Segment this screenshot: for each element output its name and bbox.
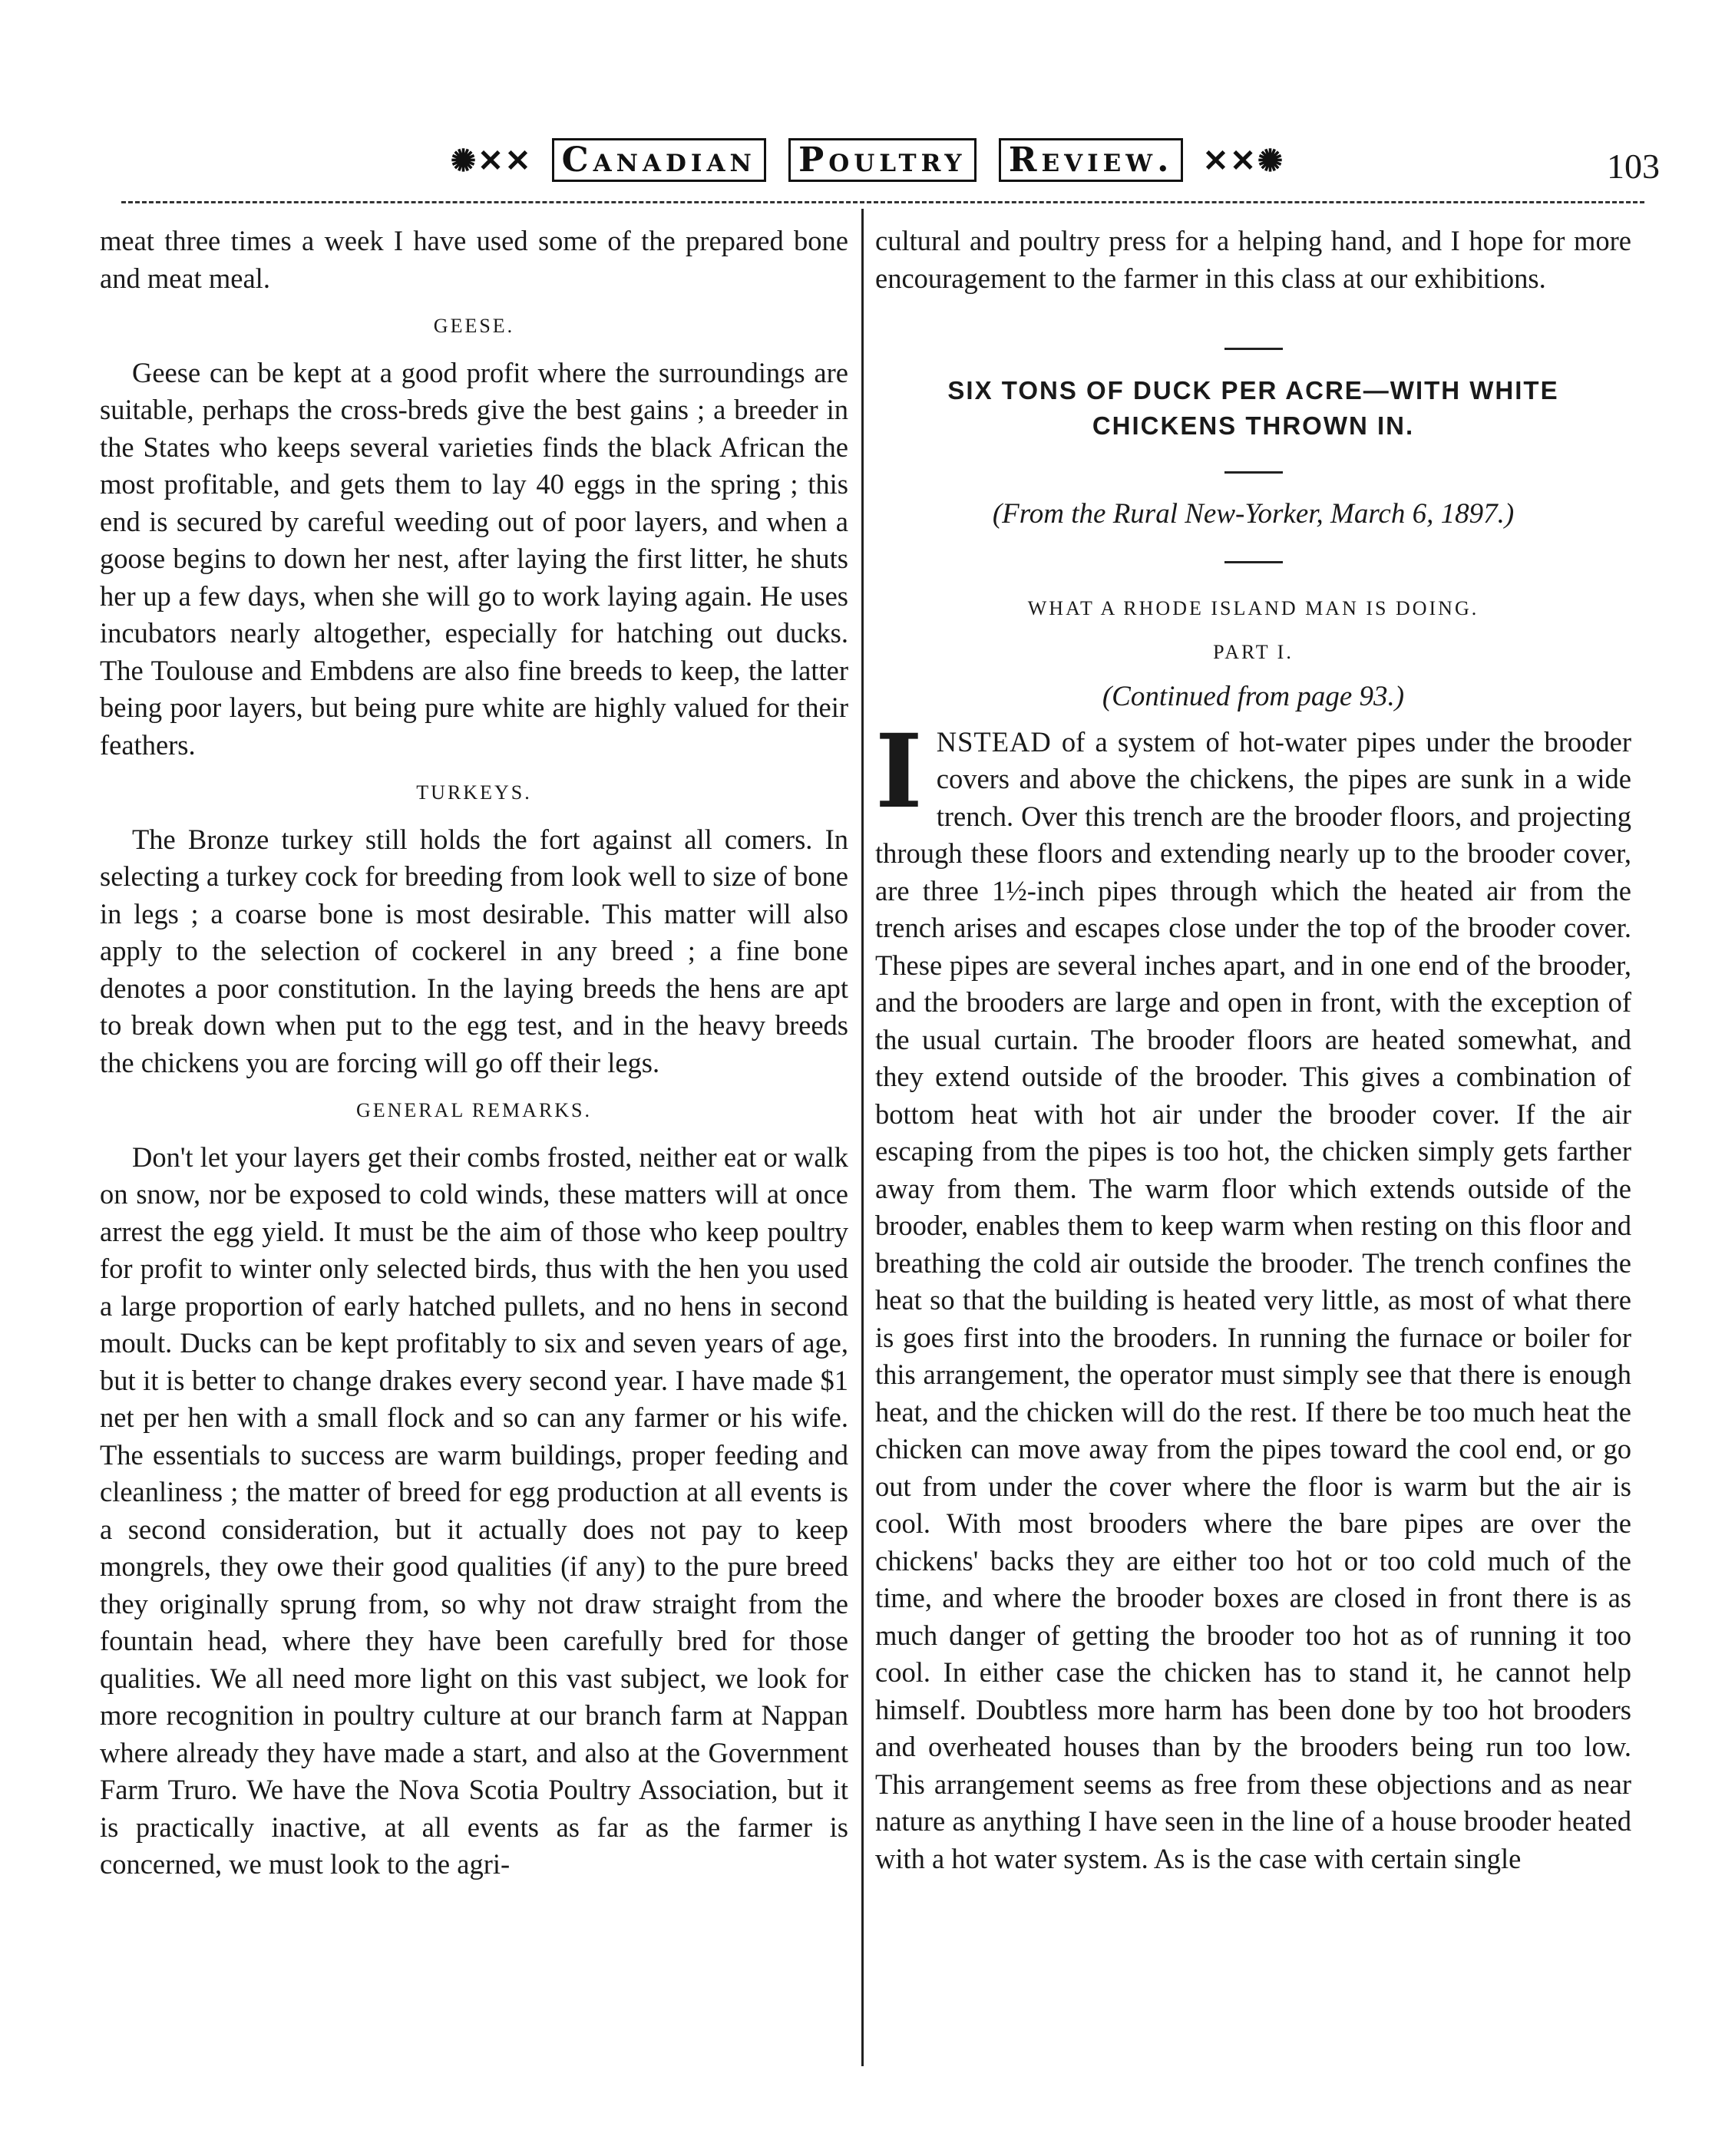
page-number: 103 bbox=[1607, 147, 1660, 186]
para-geese: Geese can be kept at a good profit where the surroundings are suitable, perhaps the cross-breds give the best gains ; a breeder in the States who keeps several varieties finds the black African the most profitable, and gets them to lay 40 eggs in the spring ; this end is secured by careful weeding out of poor layers, and when a goose begins to down her nest, after laying the first litter, he shuts her up a few days, when she will go to work laying again. He uses incubators nearly altogether, especially for hatching out ducks. The Toulouse and Embdens are also fine breeds to keep, the latter being poor layers, but being pure white are highly valued for their feathers. bbox=[100, 356, 848, 761]
masthead-title bbox=[0, 138, 1735, 182]
masthead bbox=[0, 138, 1735, 200]
header-rule bbox=[121, 201, 1644, 203]
article-continued: (Continued from page 93.) bbox=[1102, 681, 1405, 712]
article-part: PART I. bbox=[1213, 640, 1294, 663]
heading-turkeys: TURKEYS. bbox=[416, 781, 532, 804]
right-column bbox=[875, 223, 1631, 1877]
left-column bbox=[100, 223, 848, 1884]
article-body-text: of a system of hot-water pipes under the brooder covers and above the chickens, the pipes are sunk in a wide trench. Over this trench are the brooder floors, and projecting through these floors and extending nearly up to the brooder cover, are three 1½-inch pipes through which the heated air from the trench arises and escapes close under the top of the brooder cover. These pipes are several inches apart, and in one end of the brooder, and the brooders are large and open in front, with the exception of the usual curtain. The brooder floors are heated somewhat, and they extend outside of the brooder. This gives a combination of bottom heat with hot air under the brooder cover. If the air escaping from the pipes is too hot, the chicken simply gets farther away from them. The warm floor which extends outside of the brooder, enables them to keep warm when resting on this floor and breathing the cold air outside the brooder. The trench confines the heat so that the building is heated very little, as most of what there is goes first into the brooders. In running the furnace or boiler for this arrangement, the operator must simply see that there is enough heat, and the chicken will do the rest. If there be too much heat the chicken can move away from the pipes toward the cool end, or go out from under the cover where the floor is warm but the air is cool. With most brooders where the bare pipes are over the chickens' backs they are either too hot or too cold much of the time, and where the brooder boxes are closed in front there is as much danger of getting the brooder too hot as of running it too cool. In either case the chicken has to stand it, he cannot help himself. Doubtless more harm has been done by too hot brooders and overheated houses than by the brooders being run too low. This arrangement seems as free from these objections and as near nature as anything I have seen in the line of a house brooder heated with a hot water system. As is the case with certain single bbox=[875, 725, 1631, 1874]
short-rule bbox=[875, 451, 1631, 489]
masthead-word-canadian: Canadian bbox=[552, 138, 766, 182]
right-para-top: cultural and poultry press for a helping hand, and I hope for more encouragement to the farmer in this class at our exhibitions. bbox=[875, 225, 1631, 294]
ornament-left: ✺✕✕ bbox=[450, 143, 533, 179]
article-body bbox=[875, 712, 1631, 1878]
heading-geese: GEESE. bbox=[433, 315, 515, 337]
para-turkeys: The Bronze turkey still holds the fort against all comers. In selecting a turkey cock for breeding from look well to size of bone in legs ; a coarse bone is most desirable. This matter will also apply to the selection of cockerel in any breed ; a fine bone denotes a poor constitution. In the laying breeds the hens are apt to break down when put to the egg test, and in the heavy breeds the chickens you are forcing will go off their legs. bbox=[100, 823, 848, 1078]
masthead-word-poultry: Poultry bbox=[788, 138, 976, 182]
short-rule bbox=[875, 541, 1631, 579]
heading-general-remarks: GENERAL REMARKS. bbox=[355, 1099, 593, 1121]
lead-caps: NSTEAD bbox=[936, 725, 1052, 758]
masthead-word-review: Review. bbox=[999, 138, 1184, 182]
article-subhead: WHAT A RHODE ISLAND MAN IS DOING. bbox=[1027, 597, 1479, 619]
column-divider bbox=[861, 209, 864, 2066]
short-rule bbox=[875, 328, 1631, 365]
drop-cap: I bbox=[875, 712, 923, 831]
para-general-remarks: Don't let your layers get their combs frosted, neither eat or walk on snow, nor be exposed to cold winds, these matters will at once arrest the egg yield. It must be the aim of those who keep poultry for profit to winter only selected birds, thus with the hen you used a large proportion of early hatched pullets, and no hens in second moult. Ducks can be kept profitably to six and seven years of age, but it is better to change drakes every second year. I have made $1 net per hen with a small flock and so can any farmer or his wife. The essentials to success are warm buildings, proper feeding and cleanliness ; the matter of breed for egg production at all events is a second consideration, but it actually does not pay to keep mongrels, they owe their good qualities (if any) to the pure breed they originally sprung from, so why not draw straight from the fountain head, where they have been carefully bred for those qualities. We all need more light on this vast subject, we look for more recognition in poultry culture at our branch farm at Nappan where already they have made a start, and also at the Government Farm Truro. We have the Nova Scotia Poultry Association, but it is practically inactive, at all events as far as the farmer is concerned, we must look to the agri- bbox=[100, 1141, 848, 1880]
left-para-top: meat three times a week I have used some of the prepared bone and meat meal. bbox=[100, 225, 848, 294]
article-source: (From the Rural New-Yorker, March 6, 1897.) bbox=[992, 498, 1515, 530]
ornament-right: ✕✕✺ bbox=[1202, 143, 1285, 179]
article-headline: SIX TONS OF DUCK PER ACRE—WITH WHITE CHICKENS THROWN IN. bbox=[947, 375, 1559, 440]
